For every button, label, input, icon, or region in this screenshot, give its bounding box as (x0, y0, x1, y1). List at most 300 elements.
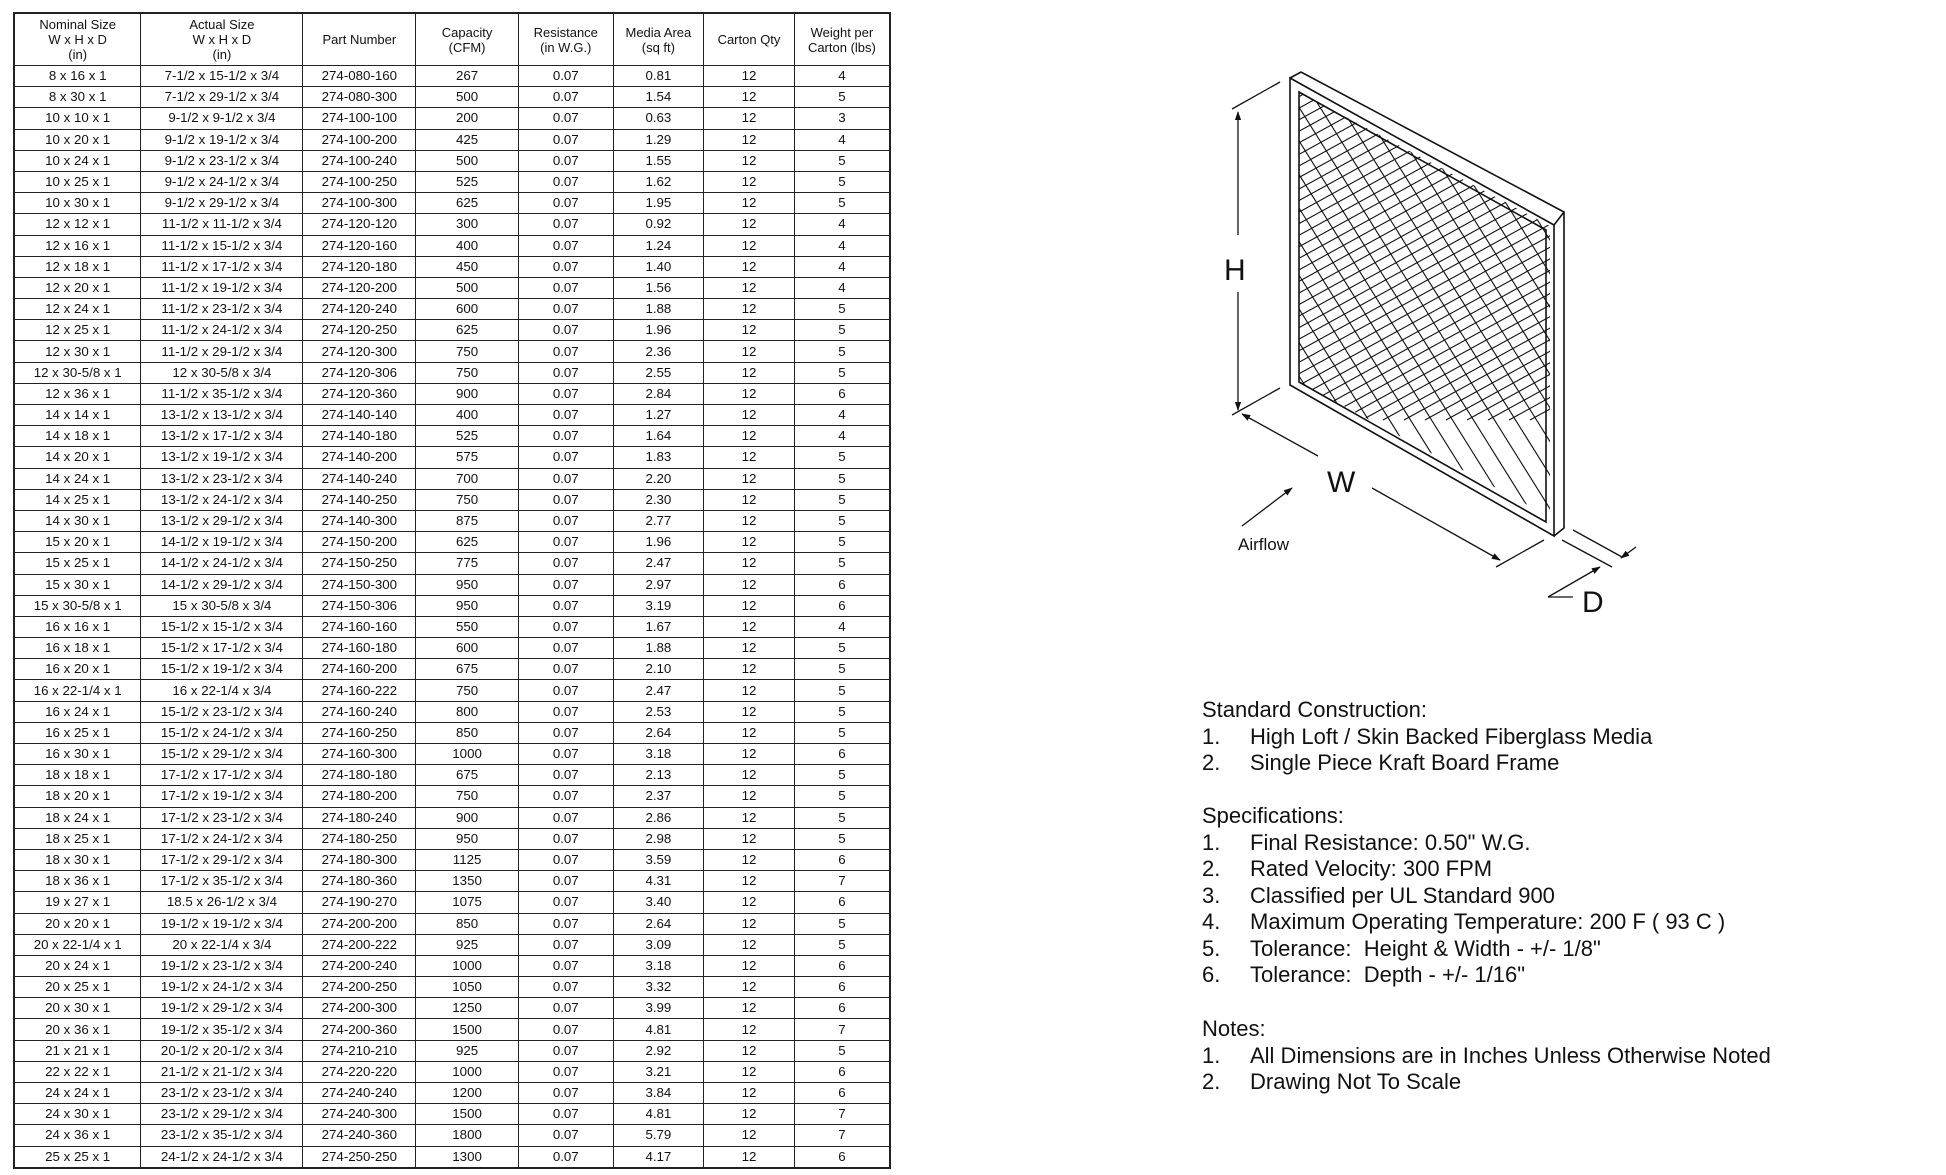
cell-media: 1.40 (613, 256, 704, 277)
cell-resistance: 0.07 (518, 1083, 613, 1104)
cell-media: 0.81 (613, 66, 704, 87)
cell-media: 3.09 (613, 934, 704, 955)
table-body (14, 66, 890, 1168)
cell-media: 2.30 (613, 489, 704, 510)
table-row (14, 892, 890, 913)
cell-qty: 12 (704, 129, 795, 150)
cell-part: 274-100-100 (303, 108, 416, 129)
cell-part: 274-080-300 (303, 87, 416, 108)
cell-part: 274-180-240 (303, 807, 416, 828)
cell-part: 274-180-360 (303, 871, 416, 892)
cell-weight: 6 (794, 1146, 890, 1168)
cell-part: 274-140-180 (303, 426, 416, 447)
cell-capacity: 700 (416, 468, 519, 489)
cell-resistance: 0.07 (518, 426, 613, 447)
cell-weight: 7 (794, 871, 890, 892)
cell-media: 4.17 (613, 1146, 704, 1168)
cell-nominal: 21 x 21 x 1 (14, 1040, 141, 1061)
column-header-actual: Actual Size W x H x D (in) (141, 13, 303, 66)
table-row (14, 1125, 890, 1146)
cell-media: 4.81 (613, 1104, 704, 1125)
cell-part: 274-180-200 (303, 786, 416, 807)
cell-qty: 12 (704, 1061, 795, 1082)
cell-qty: 12 (704, 1040, 795, 1061)
cell-actual: 9-1/2 x 29-1/2 x 3/4 (141, 193, 303, 214)
table-row (14, 955, 890, 976)
table-row (14, 807, 890, 828)
cell-capacity: 750 (416, 362, 519, 383)
cell-nominal: 10 x 24 x 1 (14, 150, 141, 171)
section-heading: Notes: (1202, 1016, 1266, 1041)
cell-media: 3.84 (613, 1083, 704, 1104)
cell-resistance: 0.07 (518, 299, 613, 320)
cell-weight: 5 (794, 510, 890, 531)
cell-weight: 5 (794, 320, 890, 341)
cell-resistance: 0.07 (518, 1040, 613, 1061)
cell-nominal: 12 x 16 x 1 (14, 235, 141, 256)
cell-resistance: 0.07 (518, 1061, 613, 1082)
cell-qty: 12 (704, 193, 795, 214)
filter-size-table (13, 12, 891, 1169)
cell-nominal: 14 x 14 x 1 (14, 405, 141, 426)
table-row (14, 405, 890, 426)
cell-qty: 12 (704, 955, 795, 976)
cell-actual: 17-1/2 x 24-1/2 x 3/4 (141, 828, 303, 849)
cell-media: 1.96 (613, 320, 704, 341)
cell-qty: 12 (704, 171, 795, 192)
list-item: 1. High Loft / Skin Backed Fiberglass Media (1202, 723, 1653, 749)
cell-resistance: 0.07 (518, 955, 613, 976)
cell-weight: 5 (794, 193, 890, 214)
cell-qty: 12 (704, 595, 795, 616)
cell-weight: 4 (794, 235, 890, 256)
cell-nominal: 24 x 24 x 1 (14, 1083, 141, 1104)
table-row (14, 383, 890, 404)
cell-part: 274-250-250 (303, 1146, 416, 1168)
cell-resistance: 0.07 (518, 595, 613, 616)
cell-media: 1.67 (613, 616, 704, 637)
table-row (14, 616, 890, 637)
cell-capacity: 750 (416, 489, 519, 510)
width-label: W (1327, 466, 1356, 499)
cell-nominal: 16 x 20 x 1 (14, 659, 141, 680)
cell-resistance: 0.07 (518, 489, 613, 510)
cell-actual: 15-1/2 x 23-1/2 x 3/4 (141, 701, 303, 722)
cell-media: 1.27 (613, 405, 704, 426)
table-row (14, 108, 890, 129)
cell-capacity: 450 (416, 256, 519, 277)
cell-media: 1.55 (613, 150, 704, 171)
cell-part: 274-150-200 (303, 532, 416, 553)
cell-actual: 15-1/2 x 15-1/2 x 3/4 (141, 616, 303, 637)
cell-qty: 12 (704, 510, 795, 531)
cell-capacity: 850 (416, 722, 519, 743)
cell-resistance: 0.07 (518, 150, 613, 171)
table-row (14, 828, 890, 849)
cell-qty: 12 (704, 934, 795, 955)
cell-actual: 11-1/2 x 15-1/2 x 3/4 (141, 235, 303, 256)
cell-weight: 4 (794, 256, 890, 277)
cell-resistance: 0.07 (518, 871, 613, 892)
cell-part: 274-120-360 (303, 383, 416, 404)
cell-weight: 4 (794, 214, 890, 235)
cell-actual: 15 x 30-5/8 x 3/4 (141, 595, 303, 616)
cell-part: 274-120-120 (303, 214, 416, 235)
table-row (14, 659, 890, 680)
cell-qty: 12 (704, 426, 795, 447)
height-label: H (1224, 254, 1246, 287)
cell-nominal: 14 x 30 x 1 (14, 510, 141, 531)
table-row (14, 722, 890, 743)
cell-qty: 12 (704, 659, 795, 680)
cell-part: 274-120-306 (303, 362, 416, 383)
cell-capacity: 900 (416, 807, 519, 828)
cell-capacity: 1200 (416, 1083, 519, 1104)
cell-resistance: 0.07 (518, 1104, 613, 1125)
table-row (14, 532, 890, 553)
column-header-media: Media Area (sq ft) (613, 13, 704, 66)
table-row (14, 150, 890, 171)
cell-nominal: 16 x 24 x 1 (14, 701, 141, 722)
cell-weight: 6 (794, 998, 890, 1019)
cell-capacity: 550 (416, 616, 519, 637)
cell-part: 274-200-360 (303, 1019, 416, 1040)
table-row (14, 1104, 890, 1125)
cell-resistance: 0.07 (518, 87, 613, 108)
cell-media: 1.24 (613, 235, 704, 256)
cell-actual: 13-1/2 x 19-1/2 x 3/4 (141, 447, 303, 468)
cell-part: 274-140-250 (303, 489, 416, 510)
cell-actual: 19-1/2 x 24-1/2 x 3/4 (141, 977, 303, 998)
cell-nominal: 18 x 18 x 1 (14, 765, 141, 786)
cell-part: 274-140-200 (303, 447, 416, 468)
table-row (14, 447, 890, 468)
cell-weight: 4 (794, 129, 890, 150)
cell-nominal: 15 x 25 x 1 (14, 553, 141, 574)
table-row (14, 235, 890, 256)
cell-nominal: 18 x 24 x 1 (14, 807, 141, 828)
cell-part: 274-160-180 (303, 638, 416, 659)
cell-qty: 12 (704, 1104, 795, 1125)
cell-weight: 5 (794, 362, 890, 383)
cell-part: 274-200-300 (303, 998, 416, 1019)
cell-weight: 7 (794, 1104, 890, 1125)
cell-nominal: 12 x 20 x 1 (14, 277, 141, 298)
table-row (14, 66, 890, 87)
cell-actual: 11-1/2 x 19-1/2 x 3/4 (141, 277, 303, 298)
cell-media: 2.77 (613, 510, 704, 531)
cell-actual: 9-1/2 x 9-1/2 x 3/4 (141, 108, 303, 129)
cell-media: 2.47 (613, 553, 704, 574)
cell-resistance: 0.07 (518, 362, 613, 383)
cell-qty: 12 (704, 680, 795, 701)
section-heading: Standard Construction: (1202, 697, 1428, 722)
cell-media: 2.84 (613, 383, 704, 404)
cell-weight: 6 (794, 383, 890, 404)
cell-media: 3.40 (613, 892, 704, 913)
table-row (14, 1083, 890, 1104)
table-row (14, 934, 890, 955)
airflow-label: Airflow (1238, 535, 1290, 554)
cell-actual: 9-1/2 x 19-1/2 x 3/4 (141, 129, 303, 150)
cell-nominal: 18 x 30 x 1 (14, 849, 141, 870)
cell-actual: 23-1/2 x 23-1/2 x 3/4 (141, 1083, 303, 1104)
cell-qty: 12 (704, 765, 795, 786)
cell-part: 274-120-160 (303, 235, 416, 256)
cell-nominal: 15 x 30-5/8 x 1 (14, 595, 141, 616)
cell-nominal: 12 x 30 x 1 (14, 341, 141, 362)
table-row (14, 1040, 890, 1061)
cell-capacity: 800 (416, 701, 519, 722)
list-item: 1. All Dimensions are in Inches Unless Otherwise Noted (1202, 1042, 1771, 1068)
specifications-section (1202, 803, 1725, 989)
cell-weight: 6 (794, 955, 890, 976)
table-row (14, 1146, 890, 1168)
table-row (14, 510, 890, 531)
cell-nominal: 14 x 25 x 1 (14, 489, 141, 510)
cell-qty: 12 (704, 150, 795, 171)
cell-qty: 12 (704, 807, 795, 828)
cell-nominal: 25 x 25 x 1 (14, 1146, 141, 1168)
cell-capacity: 775 (416, 553, 519, 574)
cell-qty: 12 (704, 616, 795, 637)
cell-media: 3.32 (613, 977, 704, 998)
cell-actual: 7-1/2 x 15-1/2 x 3/4 (141, 66, 303, 87)
cell-nominal: 20 x 24 x 1 (14, 955, 141, 976)
cell-capacity: 900 (416, 383, 519, 404)
cell-media: 2.37 (613, 786, 704, 807)
cell-media: 1.62 (613, 171, 704, 192)
cell-resistance: 0.07 (518, 786, 613, 807)
list-item: 6. Tolerance: Depth - +/- 1/16" (1202, 962, 1526, 987)
cell-resistance: 0.07 (518, 468, 613, 489)
table-row (14, 426, 890, 447)
cell-resistance: 0.07 (518, 510, 613, 531)
cell-part: 274-240-360 (303, 1125, 416, 1146)
table-row (14, 595, 890, 616)
cell-nominal: 10 x 10 x 1 (14, 108, 141, 129)
cell-weight: 6 (794, 595, 890, 616)
cell-media: 2.55 (613, 362, 704, 383)
cell-weight: 4 (794, 277, 890, 298)
cell-capacity: 925 (416, 1040, 519, 1061)
cell-nominal: 10 x 30 x 1 (14, 193, 141, 214)
cell-actual: 15-1/2 x 24-1/2 x 3/4 (141, 722, 303, 743)
cell-qty: 12 (704, 489, 795, 510)
cell-qty: 12 (704, 1083, 795, 1104)
cell-nominal: 20 x 25 x 1 (14, 977, 141, 998)
depth-label: D (1582, 586, 1604, 619)
table-row (14, 574, 890, 595)
cell-resistance: 0.07 (518, 214, 613, 235)
cell-resistance: 0.07 (518, 680, 613, 701)
cell-capacity: 1500 (416, 1104, 519, 1125)
cell-part: 274-160-300 (303, 744, 416, 765)
cell-weight: 6 (794, 574, 890, 595)
cell-media: 1.83 (613, 447, 704, 468)
table-row (14, 299, 890, 320)
cell-weight: 5 (794, 701, 890, 722)
cell-media: 2.53 (613, 701, 704, 722)
cell-media: 3.18 (613, 955, 704, 976)
cell-media: 2.92 (613, 1040, 704, 1061)
cell-resistance: 0.07 (518, 1019, 613, 1040)
cell-capacity: 875 (416, 510, 519, 531)
cell-part: 274-140-140 (303, 405, 416, 426)
cell-actual: 19-1/2 x 35-1/2 x 3/4 (141, 1019, 303, 1040)
cell-actual: 14-1/2 x 19-1/2 x 3/4 (141, 532, 303, 553)
cell-capacity: 500 (416, 87, 519, 108)
cell-qty: 12 (704, 383, 795, 404)
cell-media: 1.88 (613, 638, 704, 659)
cell-part: 274-100-250 (303, 171, 416, 192)
cell-part: 274-080-160 (303, 66, 416, 87)
cell-nominal: 20 x 30 x 1 (14, 998, 141, 1019)
cell-resistance: 0.07 (518, 638, 613, 659)
table-row (14, 362, 890, 383)
cell-nominal: 16 x 25 x 1 (14, 722, 141, 743)
list-item: 2. Single Piece Kraft Board Frame (1202, 750, 1560, 775)
cell-qty: 12 (704, 405, 795, 426)
cell-weight: 5 (794, 722, 890, 743)
cell-actual: 19-1/2 x 23-1/2 x 3/4 (141, 955, 303, 976)
table-row (14, 341, 890, 362)
cell-actual: 17-1/2 x 17-1/2 x 3/4 (141, 765, 303, 786)
cell-capacity: 1050 (416, 977, 519, 998)
table-row (14, 489, 890, 510)
table-row (14, 129, 890, 150)
cell-part: 274-160-250 (303, 722, 416, 743)
cell-actual: 13-1/2 x 23-1/2 x 3/4 (141, 468, 303, 489)
cell-actual: 21-1/2 x 21-1/2 x 3/4 (141, 1061, 303, 1082)
cell-media: 2.20 (613, 468, 704, 489)
cell-weight: 7 (794, 1019, 890, 1040)
cell-weight: 5 (794, 680, 890, 701)
cell-actual: 19-1/2 x 19-1/2 x 3/4 (141, 913, 303, 934)
cell-weight: 6 (794, 1061, 890, 1082)
cell-weight: 4 (794, 405, 890, 426)
cell-part: 274-120-300 (303, 341, 416, 362)
cell-resistance: 0.07 (518, 616, 613, 637)
table-row (14, 87, 890, 108)
cell-qty: 12 (704, 701, 795, 722)
cell-media: 2.64 (613, 722, 704, 743)
cell-qty: 12 (704, 574, 795, 595)
cell-media: 3.18 (613, 744, 704, 765)
filter-isometric-drawing (1180, 40, 1780, 640)
cell-weight: 7 (794, 1125, 890, 1146)
cell-qty: 12 (704, 108, 795, 129)
cell-qty: 12 (704, 277, 795, 298)
cell-qty: 12 (704, 871, 795, 892)
cell-part: 274-180-250 (303, 828, 416, 849)
cell-nominal: 20 x 20 x 1 (14, 913, 141, 934)
cell-resistance: 0.07 (518, 553, 613, 574)
table-row (14, 256, 890, 277)
cell-capacity: 400 (416, 235, 519, 256)
cell-weight: 4 (794, 616, 890, 637)
cell-weight: 5 (794, 447, 890, 468)
cell-nominal: 10 x 25 x 1 (14, 171, 141, 192)
cell-media: 2.86 (613, 807, 704, 828)
cell-qty: 12 (704, 235, 795, 256)
cell-weight: 4 (794, 66, 890, 87)
cell-qty: 12 (704, 786, 795, 807)
list-item: 2. Rated Velocity: 300 FPM (1202, 856, 1493, 881)
table-row (14, 786, 890, 807)
cell-weight: 5 (794, 807, 890, 828)
cell-media: 4.31 (613, 871, 704, 892)
cell-nominal: 10 x 20 x 1 (14, 129, 141, 150)
cell-weight: 6 (794, 892, 890, 913)
cell-capacity: 1500 (416, 1019, 519, 1040)
cell-weight: 6 (794, 1083, 890, 1104)
cell-capacity: 950 (416, 828, 519, 849)
column-header-qty: Carton Qty (704, 13, 795, 66)
cell-part: 274-210-210 (303, 1040, 416, 1061)
cell-qty: 12 (704, 849, 795, 870)
table-row (14, 744, 890, 765)
cell-actual: 19-1/2 x 29-1/2 x 3/4 (141, 998, 303, 1019)
cell-capacity: 425 (416, 129, 519, 150)
section-heading: Specifications: (1202, 803, 1344, 828)
cell-media: 1.88 (613, 299, 704, 320)
cell-capacity: 525 (416, 171, 519, 192)
cell-qty: 12 (704, 828, 795, 849)
column-header-weight: Weight per Carton (lbs) (794, 13, 890, 66)
cell-capacity: 850 (416, 913, 519, 934)
cell-actual: 11-1/2 x 23-1/2 x 3/4 (141, 299, 303, 320)
cell-actual: 13-1/2 x 13-1/2 x 3/4 (141, 405, 303, 426)
cell-media: 2.64 (613, 913, 704, 934)
cell-capacity: 625 (416, 532, 519, 553)
cell-part: 274-200-240 (303, 955, 416, 976)
cell-media: 2.13 (613, 765, 704, 786)
cell-capacity: 1000 (416, 744, 519, 765)
cell-part: 274-200-250 (303, 977, 416, 998)
table-row (14, 849, 890, 870)
table-row (14, 977, 890, 998)
cell-capacity: 600 (416, 638, 519, 659)
cell-part: 274-120-240 (303, 299, 416, 320)
cell-resistance: 0.07 (518, 659, 613, 680)
cell-capacity: 1800 (416, 1125, 519, 1146)
list-item: 5. Tolerance: Height & Width - +/- 1/8" (1202, 935, 1601, 961)
cell-qty: 12 (704, 892, 795, 913)
cell-media: 3.21 (613, 1061, 704, 1082)
cell-weight: 5 (794, 171, 890, 192)
cell-qty: 12 (704, 913, 795, 934)
cell-qty: 12 (704, 1019, 795, 1040)
cell-nominal: 19 x 27 x 1 (14, 892, 141, 913)
cell-actual: 13-1/2 x 24-1/2 x 3/4 (141, 489, 303, 510)
cell-capacity: 675 (416, 659, 519, 680)
cell-nominal: 14 x 20 x 1 (14, 447, 141, 468)
cell-resistance: 0.07 (518, 171, 613, 192)
cell-actual: 12 x 30-5/8 x 3/4 (141, 362, 303, 383)
cell-part: 274-200-200 (303, 913, 416, 934)
cell-qty: 12 (704, 977, 795, 998)
cell-weight: 5 (794, 553, 890, 574)
cell-qty: 12 (704, 362, 795, 383)
cell-resistance: 0.07 (518, 892, 613, 913)
cell-actual: 11-1/2 x 35-1/2 x 3/4 (141, 383, 303, 404)
cell-weight: 5 (794, 299, 890, 320)
cell-actual: 17-1/2 x 35-1/2 x 3/4 (141, 871, 303, 892)
cell-weight: 6 (794, 977, 890, 998)
cell-actual: 15-1/2 x 17-1/2 x 3/4 (141, 638, 303, 659)
cell-resistance: 0.07 (518, 828, 613, 849)
